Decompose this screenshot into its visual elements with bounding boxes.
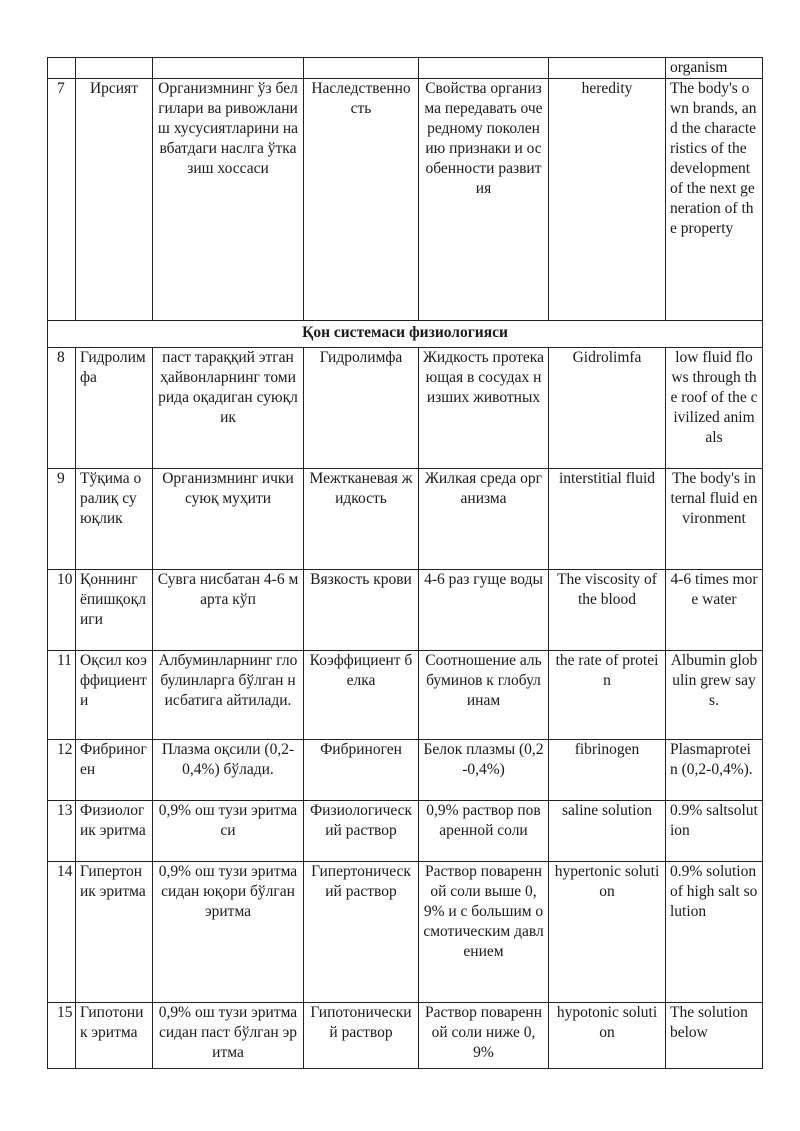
russian-definition: Жидкость протекающая в сосудах низших животных bbox=[419, 348, 549, 469]
row-number: 15 bbox=[48, 1003, 76, 1069]
russian-definition: 4-6 раз гуще воды bbox=[419, 570, 549, 651]
term: Оқсил коэффициенти bbox=[76, 651, 153, 740]
russian-definition: Свойства организма передавать очередному поколению признаки и особенности развития bbox=[419, 79, 549, 321]
uzbek-definition: Сувга нисбатан 4-6 марта кўп bbox=[153, 570, 304, 651]
russian-definition: Белок плазмы (0,2-0,4%) bbox=[419, 740, 549, 801]
english-definition: The solution below bbox=[666, 1003, 763, 1069]
table-row bbox=[48, 1003, 763, 1069]
russian-term: Гипертонический раствор bbox=[304, 862, 419, 1003]
table-row bbox=[48, 570, 763, 651]
uzbek-definition: Организмнинг ўз белгилари ва ривожланиш хусусиятларини навбатдаги наслга ўтказиш хоссаси bbox=[153, 79, 304, 321]
russian-term: Наследственность bbox=[304, 79, 419, 321]
table-row bbox=[48, 79, 763, 321]
term: Физиологик эритма bbox=[76, 801, 153, 862]
russian-term: Гидролимфа bbox=[304, 348, 419, 469]
table-row bbox=[48, 801, 763, 862]
table-row bbox=[48, 469, 763, 570]
term: Фибриноген bbox=[76, 740, 153, 801]
term: Ирсият bbox=[76, 79, 153, 321]
uzbek-definition: Организмнинг ички суюқ муҳити bbox=[153, 469, 304, 570]
english-term: interstitial fluid bbox=[549, 469, 666, 570]
english-definition: Plasmaprotein (0,2-0,4%). bbox=[666, 740, 763, 801]
english-term: the rate of protein bbox=[549, 651, 666, 740]
table-cell bbox=[304, 58, 419, 79]
english-term: saline solution bbox=[549, 801, 666, 862]
row-number: 7 bbox=[48, 79, 76, 321]
row-number: 10 bbox=[48, 570, 76, 651]
row-number: 11 bbox=[48, 651, 76, 740]
uzbek-definition: 0,9% ош тузи эритмаси bbox=[153, 801, 304, 862]
term: Тўқима оралиқ суюқлик bbox=[76, 469, 153, 570]
table-cell bbox=[419, 58, 549, 79]
table-row bbox=[48, 862, 763, 1003]
english-definition: 0.9% saltsolution bbox=[666, 801, 763, 862]
table-cell bbox=[549, 58, 666, 79]
russian-definition: Соотношение альбуминов к глобулинам bbox=[419, 651, 549, 740]
table-row bbox=[48, 58, 763, 79]
english-term: fibrinogen bbox=[549, 740, 666, 801]
row-number: 12 bbox=[48, 740, 76, 801]
russian-term: Коэффициент белка bbox=[304, 651, 419, 740]
term: Қоннинг ёпишқоқлиги bbox=[76, 570, 153, 651]
section-title: Қон системаси физиологияси bbox=[48, 321, 763, 348]
english-term: Gidrolimfa bbox=[549, 348, 666, 469]
table-cell bbox=[153, 58, 304, 79]
english-definition: low fluid flows through the roof of the civilized animals bbox=[666, 348, 763, 469]
table-row bbox=[48, 740, 763, 801]
russian-term: Гипотонический раствор bbox=[304, 1003, 419, 1069]
section-heading-row bbox=[48, 321, 763, 348]
english-term: The viscosity of the blood bbox=[549, 570, 666, 651]
russian-definition: Жилкая среда организма bbox=[419, 469, 549, 570]
table-cell bbox=[48, 58, 76, 79]
uzbek-definition: паст тараққий этган ҳайвонларнинг томирида оқадиган суюқлик bbox=[153, 348, 304, 469]
english-definition: 4-6 times more water bbox=[666, 570, 763, 651]
table-row bbox=[48, 651, 763, 740]
row-number: 13 bbox=[48, 801, 76, 862]
uzbek-definition: Албуминларнинг глобулинларга бўлган нисбатига айтилади. bbox=[153, 651, 304, 740]
table-cell bbox=[76, 58, 153, 79]
term: Гидролимфа bbox=[76, 348, 153, 469]
russian-term: Вязкость крови bbox=[304, 570, 419, 651]
table-row bbox=[48, 348, 763, 469]
english-term: hypotonic solution bbox=[549, 1003, 666, 1069]
english-definition: Albumin globulin grew says. bbox=[666, 651, 763, 740]
russian-term: Фибриноген bbox=[304, 740, 419, 801]
english-definition: The body's own brands, and the characteristics of the development of the next generation of the property bbox=[666, 79, 763, 321]
uzbek-definition: Плазма оқсили (0,2-0,4%) бўлади. bbox=[153, 740, 304, 801]
russian-definition: Раствор поваренной соли ниже 0,9% bbox=[419, 1003, 549, 1069]
russian-term: Межтканевая жидкость bbox=[304, 469, 419, 570]
russian-definition: 0,9% раствор поваренной соли bbox=[419, 801, 549, 862]
row-number: 9 bbox=[48, 469, 76, 570]
russian-definition: Раствор поваренной соли выше 0,9% и с большим осмотическим давлением bbox=[419, 862, 549, 1003]
russian-term: Физиологический раствор bbox=[304, 801, 419, 862]
english-definition: The body's internal fluid environment bbox=[666, 469, 763, 570]
english-term: heredity bbox=[549, 79, 666, 321]
term: Гипотоник эритма bbox=[76, 1003, 153, 1069]
english-term: hypertonic solution bbox=[549, 862, 666, 1003]
row-number: 14 bbox=[48, 862, 76, 1003]
term: Гипертоник эритма bbox=[76, 862, 153, 1003]
row-number: 8 bbox=[48, 348, 76, 469]
uzbek-definition: 0,9% ош тузи эритмасидан юқори бўлган эритма bbox=[153, 862, 304, 1003]
glossary-table bbox=[47, 57, 763, 1069]
english-definition: organism bbox=[666, 58, 763, 79]
uzbek-definition: 0,9% ош тузи эритмасидан паст бўлган эритма bbox=[153, 1003, 304, 1069]
english-definition: 0.9% solution of high salt solution bbox=[666, 862, 763, 1003]
